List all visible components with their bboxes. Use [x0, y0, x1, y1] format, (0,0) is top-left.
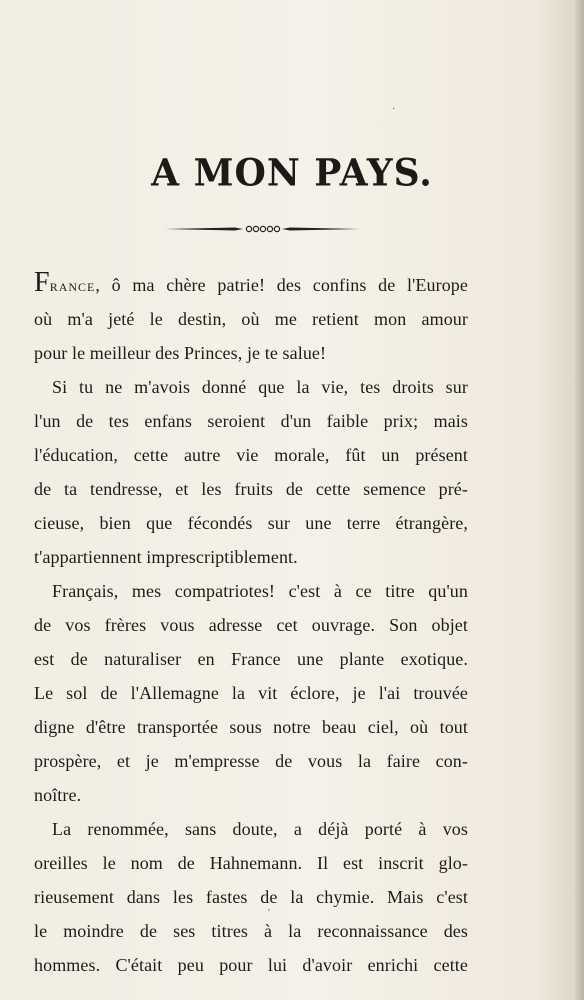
paragraph-3-line-4: Le sol de l'Allemagne la vit éclore, je l'ai trouvée [34, 683, 468, 703]
paragraph-3-line-1: Français, mes compatriotes! c'est à ce titre qu'un [52, 581, 468, 601]
paragraph-3-line-3: est de naturaliser en France une plante exotique. [34, 649, 468, 669]
paragraph-3-line-6: prospère, et je m'empresse de vous la faire con- [34, 751, 468, 771]
paper-speck: ' [268, 908, 270, 919]
paragraph-2-line-3: l'éducation, cette autre vie morale, fût un présent [34, 445, 468, 465]
paragraph-4-line-5: hommes. C'était peu pour lui d'avoir enrichi cette [34, 955, 468, 975]
paragraph-3-line-5: digne d'être transportée sous notre beau ciel, où tout [34, 717, 468, 737]
paragraph-4-line-3: rieusement dans les fastes de la chymie. Mais c'est [34, 887, 468, 907]
paragraph-1-line-2: où m'a jeté le destin, où me retient mon amour [34, 309, 468, 329]
page-title: A MON PAYS. [151, 150, 433, 196]
paragraph-2-line-1: Si tu ne m'avois donné que la vie, tes droits sur [52, 377, 468, 397]
paragraph-2-line-6: t'appartiennent imprescriptiblement. [34, 547, 298, 567]
paragraph-3-line-2: de vos frères vous adresse cet ouvrage. Son objet [34, 615, 468, 635]
drop-cap: F [34, 267, 50, 298]
paragraph-4-line-2: oreilles le nom de Hahnemann. Il est inscrit glo- [34, 853, 468, 873]
paragraph-3-line-7: noître. [34, 785, 82, 805]
paragraph-1-line-3: pour le meilleur des Princes, je te salue! [34, 343, 327, 363]
paragraph-2-line-2: l'un de tes enfans seroient d'un faible prix; mais [34, 411, 468, 431]
small-caps-word: RANCE [49, 280, 96, 294]
paragraph-2-line-5: cieuse, bien que fécondés sur une terre étrangère, [34, 513, 468, 533]
paper-speck: · [392, 104, 396, 115]
paragraph-4-line-4: le moindre de ses titres à la reconnaissance des [34, 921, 468, 941]
paragraph-4-line-1: La renommée, sans doute, a déjà porté à vos [52, 819, 468, 839]
paragraph-1-line-1 [34, 268, 468, 302]
paragraph-2-line-4: de ta tendresse, et les fruits de cette semence pré- [34, 479, 468, 499]
text-span: , ô ma chère patrie! des confins de l'Europe [95, 275, 468, 295]
ornament-divider [165, 222, 360, 236]
